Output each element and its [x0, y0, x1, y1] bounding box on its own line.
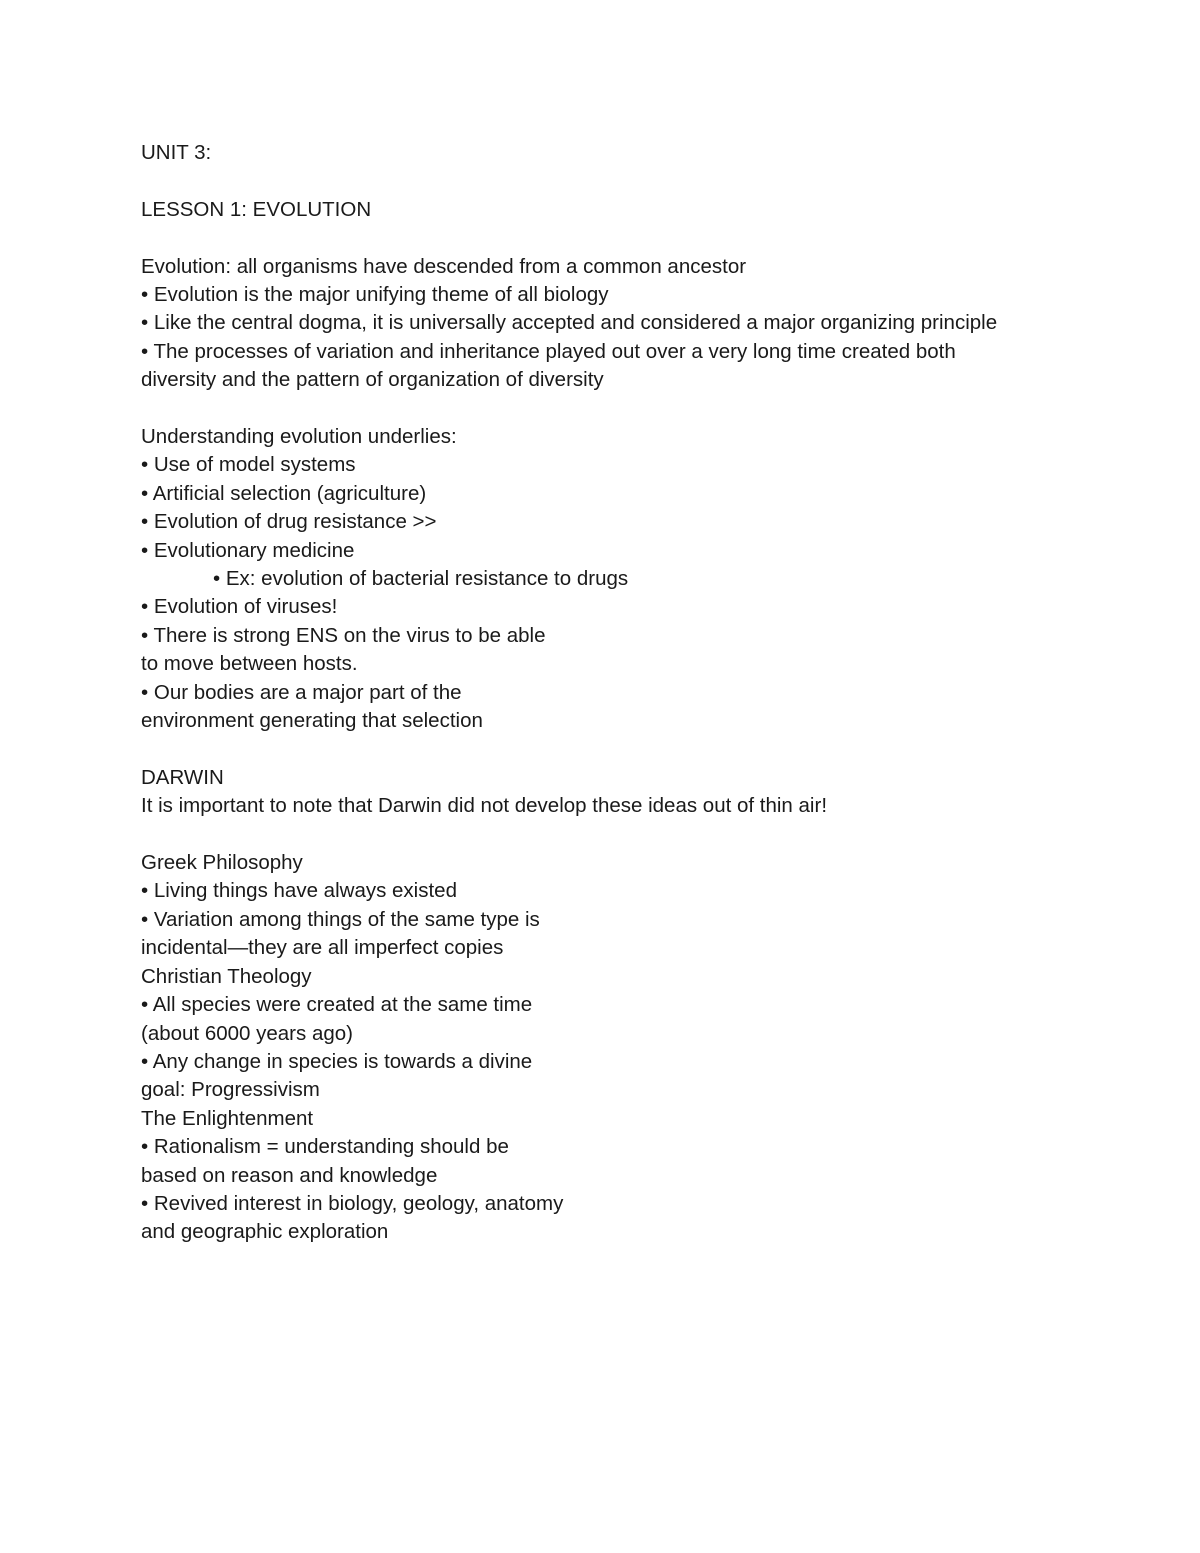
continuation-line: and geographic exploration	[141, 1220, 389, 1244]
bullet-line: • Evolution of viruses!	[141, 595, 338, 619]
bullet-line: • There is strong ENS on the virus to be able	[141, 623, 546, 647]
spacer	[141, 167, 1141, 195]
bullet-line: • Like the central dogma, it is universally accepted and considered a major organizing principle	[141, 311, 998, 335]
bullet-line: • Rationalism = understanding should be	[141, 1135, 509, 1159]
evolution-definition: Evolution: all organisms have descended from a common ancestor	[141, 254, 747, 278]
bullet-line: • Artificial selection (agriculture)	[141, 481, 427, 505]
bullet-line: • Revived interest in biology, geology, anatomy	[141, 1191, 564, 1215]
christian-theology-heading: Christian Theology	[141, 964, 312, 988]
bullet-line: • Evolution of drug resistance >>	[141, 510, 437, 534]
sub-bullet-line: • Ex: evolution of bacterial resistance to drugs	[213, 567, 629, 591]
darwin-heading: DARWIN	[141, 765, 224, 789]
bullet-line: • Variation among things of the same type is	[141, 907, 540, 931]
continuation-line: environment generating that selection	[141, 709, 483, 733]
continuation-line: diversity and the pattern of organization of diversity	[141, 368, 604, 392]
unit-title: UNIT 3:	[141, 141, 212, 164]
darwin-note: It is important to note that Darwin did not develop these ideas out of thin air!	[141, 794, 828, 818]
understanding-heading: Understanding evolution underlies:	[141, 425, 457, 449]
spacer	[141, 735, 1141, 763]
spacer	[141, 821, 1141, 849]
continuation-line: based on reason and knowledge	[141, 1163, 438, 1187]
bullet-line: • Any change in species is towards a divine	[141, 1049, 533, 1073]
enlightenment-heading: The Enlightenment	[141, 1106, 314, 1130]
bullet-line: • Our bodies are a major part of the	[141, 680, 462, 704]
spacer	[141, 395, 1141, 423]
document-body	[141, 139, 1141, 1247]
greek-philosophy-heading: Greek Philosophy	[141, 851, 303, 875]
bullet-line: • The processes of variation and inheritance played out over a very long time created both	[141, 339, 956, 363]
bullet-line: • Evolution is the major unifying theme of all biology	[141, 283, 609, 306]
bullet-line: • Evolutionary medicine	[141, 538, 355, 562]
continuation-line: to move between hosts.	[141, 652, 358, 676]
continuation-line: (about 6000 years ago)	[141, 1021, 353, 1045]
spacer	[141, 224, 1141, 252]
bullet-line: • Use of model systems	[141, 453, 356, 477]
bullet-line: • All species were created at the same time	[141, 993, 533, 1017]
lesson-title: LESSON 1: EVOLUTION	[141, 197, 372, 221]
bullet-line: • Living things have always existed	[141, 879, 457, 903]
continuation-line: incidental—they are all imperfect copies	[141, 936, 504, 960]
continuation-line: goal: Progressivism	[141, 1078, 320, 1102]
